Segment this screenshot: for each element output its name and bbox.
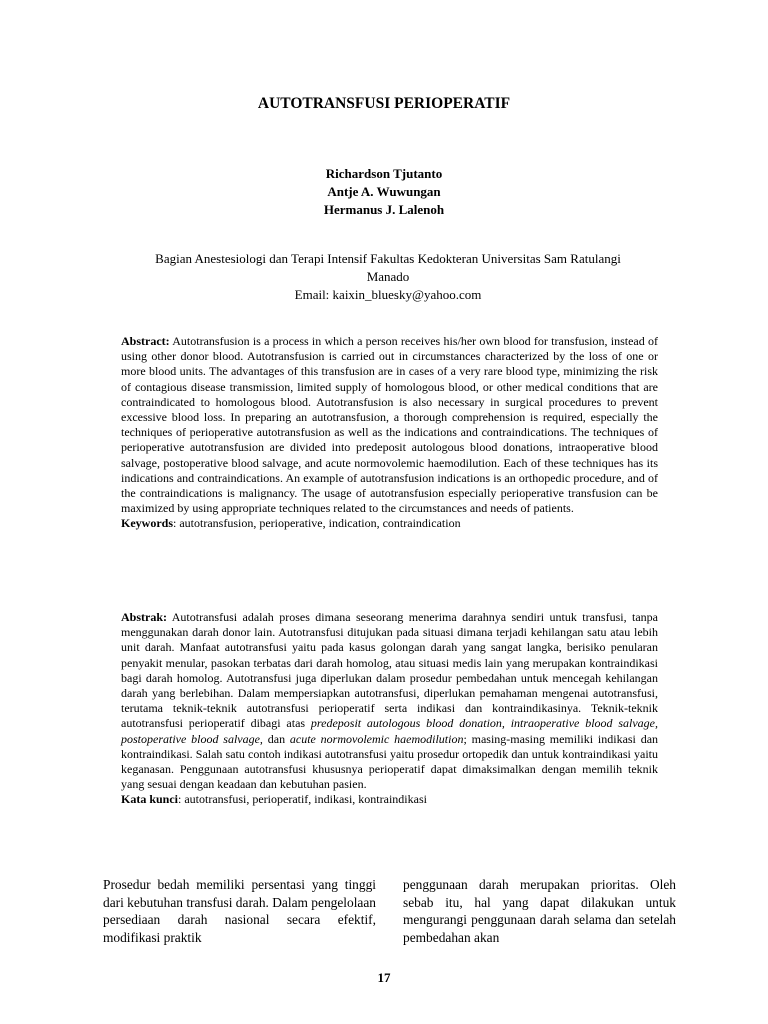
abstrak-body-start: Autotransfusi adalah proses dimana seseorang menerima darahnya sendiri untuk transfusi, tanpa menggunakan darah donor lain. Autotransfusi ditujukan pada situasi dimana terjadi kehilangan satu atau lebih unit darah. Manfaat autotransfusi yaitu pada kasus golongan darah yang sangat langka, berisiko penularan penyakit menular, pasokan terbatas dari darah homolog, atau situasi medis lain yang merupakan kontraindikasi bagi darah homolog. Autotransfusi juga diperlukan dalam prosedur pembedahan untuk mencegah kehilangan darah yang berlebihan. Dalam mempersiapkan autotransfusi, diperlukan pemahaman mengenai autotransfusi, terutama teknik-teknik autotransfusi perioperatif serta indikasi dan kontraindikasinya. Teknik-teknik autotransfusi perioperatif dibagi atas bbox=[121, 610, 658, 731]
affiliation-city: Manado bbox=[366, 269, 410, 284]
affiliation bbox=[108, 250, 668, 304]
abstract-indonesian bbox=[121, 610, 658, 808]
kata-kunci-line bbox=[121, 792, 658, 807]
body-paragraph: Prosedur bedah memiliki persentasi yang tinggi dari kebutuhan transfusi darah. Dalam pengelolaan persediaan darah nasional secara efektif, modifikasi praktik bbox=[103, 877, 376, 945]
keywords-label: Keywords bbox=[121, 516, 173, 531]
paper-title: AUTOTRANSFUSI PERIOPERATIF bbox=[257, 95, 511, 112]
abstrak-italic-techniques: predeposit autologous blood donation, intraoperative blood salvage, postoperative blood salvage, bbox=[121, 716, 659, 746]
abstrak-body-end: ; masing-masing memiliki indikasi dan kontraindikasi. Salah satu contoh indikasi autotransfusi yaitu prosedur ortopedik dan untuk kontraindikasi yaitu keganasan. Penggunaan autotransfusi khususnya perioperatif dapat dimaksimalkan dengan memilih teknik yang sesuai dengan keadaan dan kebutuhan pasien. bbox=[121, 731, 659, 792]
author-name: Antje A. Wuwungan bbox=[327, 184, 441, 199]
kata-kunci-label: Kata kunci bbox=[121, 792, 179, 807]
keywords-line bbox=[121, 516, 658, 531]
affiliation-line: Bagian Anestesiologi dan Terapi Intensif Fakultas Kedokteran Universitas Sam Ratulangi bbox=[155, 251, 621, 266]
abstract-indonesian-text bbox=[121, 610, 658, 792]
abstract-english bbox=[121, 334, 658, 532]
author-name: Richardson Tjutanto bbox=[325, 166, 443, 181]
keywords-values: : autotransfusion, perioperative, indication, contraindication bbox=[173, 516, 461, 531]
abstrak-body-conjunction: dan bbox=[262, 731, 290, 746]
page-number: 17 bbox=[377, 970, 391, 985]
author-email: Email: kaixin_bluesky@yahoo.com bbox=[294, 287, 482, 302]
abstrak-italic-anh: acute normovolemic haemodilution bbox=[289, 731, 464, 746]
body-column-left bbox=[103, 876, 376, 946]
kata-kunci-values: : autotransfusi, perioperatif, indikasi, kontraindikasi bbox=[178, 792, 427, 807]
abstract-label: Abstract: bbox=[121, 334, 170, 348]
abstract-english-text bbox=[121, 334, 658, 516]
author-name: Hermanus J. Lalenoh bbox=[323, 202, 445, 217]
body-paragraph: penggunaan darah merupakan prioritas. Oleh sebab itu, hal yang dapat dilakukan untuk mengurangi penggunaan darah selama dan setelah pembedahan akan bbox=[403, 877, 676, 945]
abstract-body: Autotransfusion is a process in which a person receives his/her own blood for transfusion, instead of using other donor blood. Autotransfusion is carried out in circumstances characterized by the loss of one or more blood units. The advantages of this transfusion are in cases of a very rare blood type, minimizing the risk of contagious disease transmission, limited supply of homologous blood, or other medical conditions that are contraindicated to homologous blood. Autotransfusion is also necessary in surgical procedures to prevent excessive blood loss. In preparing an autotransfusion, a thorough comprehension is required, especially the techniques of perioperative autotransfusion as well as the indications and contraindications. The techniques of perioperative autotransfusion are divided into predeposit autologous blood donations, intraoperative blood salvage, postoperative blood salvage, and acute normovolemic haemodilution. Each of these techniques has its indications and contraindications. An example of autotransfusion indications is an orthopedic procedure, and of the contraindications is malignancy. The usage of autotransfusion especially perioperative transfusion can be maximized by using appropriate techniques related to the circumstances and needs of patients. bbox=[121, 334, 658, 516]
abstrak-label: Abstrak: bbox=[121, 610, 168, 624]
author-list bbox=[0, 165, 768, 219]
body-column-right bbox=[403, 876, 676, 946]
